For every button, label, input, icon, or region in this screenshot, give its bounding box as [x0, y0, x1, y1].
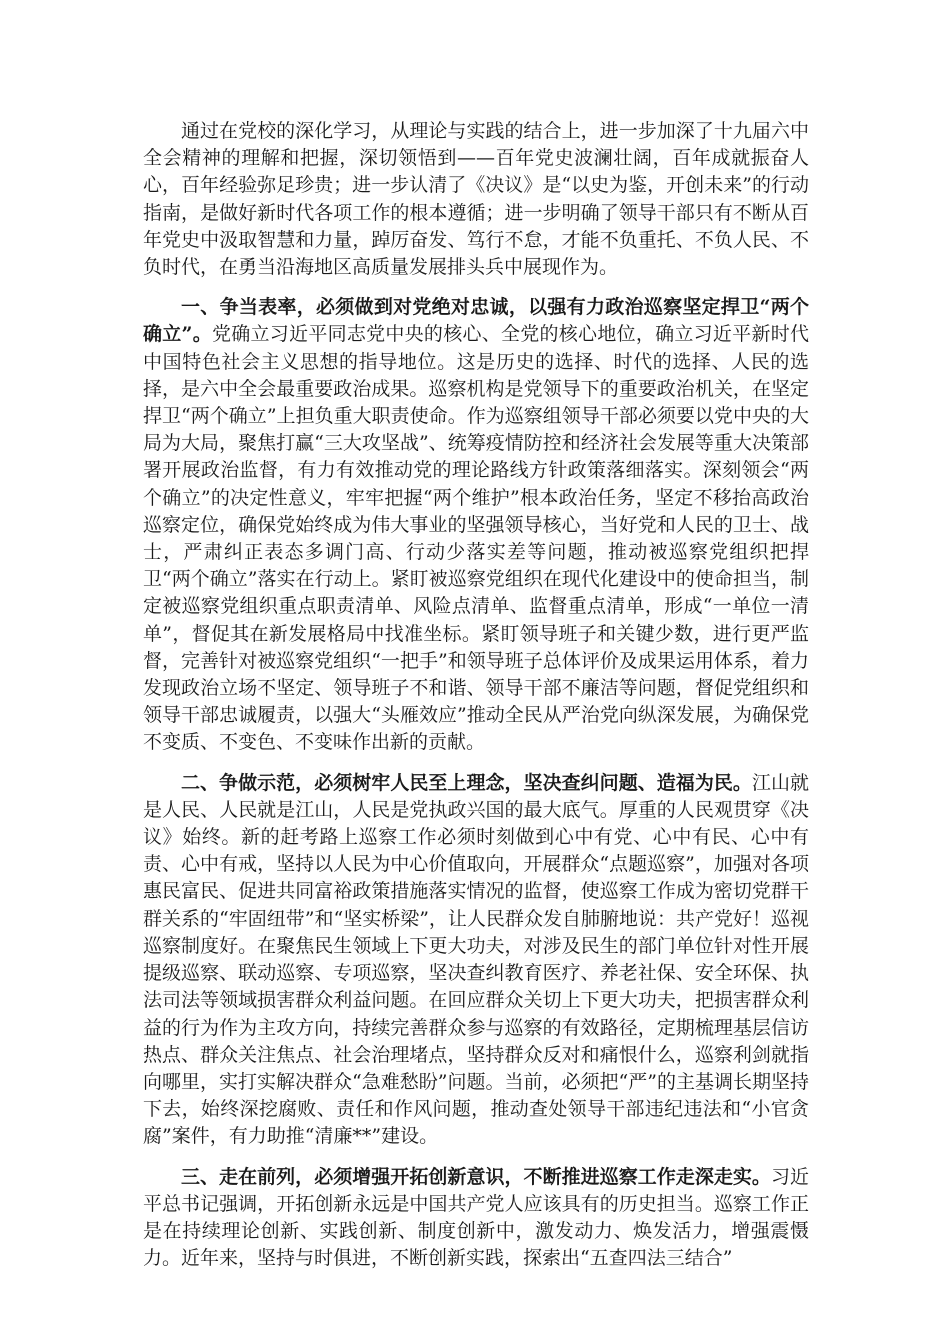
document-page — [143, 118, 809, 1285]
intro-paragraph — [143, 118, 809, 281]
section-two-heading: 二、争做示范，必须树牢人民至上理念，坚决查纠问题、造福为民。 — [181, 771, 752, 794]
section-two-text: 江山就是人民、人民就是江山，人民是党执政兴国的最大底气。厚重的人民观贯穿《决议》始终。新的赶考路上巡察工作必须时刻做到心中有党、心中有民、心中有责、心中有戒，坚持以人民为中心价值取向，开展群众“点题巡察”，加强对各项惠民富民、促进共同富裕政策措施落实情况的监督，使巡察工作成为密切党群干群关系的“牢固纽带”和“坚实桥梁”，让人民群众发自肺腑地说：共产党好！巡视巡察制度好。在聚焦民生领域上下更大功夫，对涉及民生的部门单位针对性开展提级巡察、联动巡察、专项巡察，坚决查纠教育医疗、养老社保、安全环保、执法司法等领域损害群众利益问题。在回应群众关切上下更大功夫，把损害群众利益的行为作为主攻方向，持续完善群众参与巡察的有效路径，定期梳理基层信访热点、群众关注焦点、社会治理堵点，坚持群众反对和痛恨什么，巡察利剑就指向哪里，实打实解决群众“急难愁盼”问题。当前，必须把“严”的主基调长期坚持下去，始终深挖腐败、责任和作风问题，推动查处领导干部违纪违法和“小官贪腐”案件，有力助推“清廉**”建设。 — [143, 771, 809, 1148]
section-one-heading: 一、争当表率，必须做到对党绝对忠诚，以强有力政治巡察坚定捍卫“两个确立”。 — [143, 296, 809, 346]
section-three-paragraph — [143, 1164, 809, 1273]
section-three-heading: 三、走在前列，必须增强开拓创新意识，不断推进巡察工作走深走实。 — [181, 1165, 771, 1188]
section-two-paragraph — [143, 770, 809, 1151]
section-three-text: 习近平总书记强调，开拓创新永远是中国共产党人应该具有的历史担当。巡察工作正是在持续理论创新、实践创新、制度创新中，激发动力、焕发活力，增强震慑力。近年来，坚持与时俱进，不断创新实践，探索出“五查四法三结合” — [143, 1165, 809, 1270]
intro-paragraph-text: 通过在党校的深化学习，从理论与实践的结合上，进一步加深了十九届六中全会精神的理解和把握，深切领悟到——百年党史波澜壮阔，百年成就振奋人心，百年经验弥足珍贵；进一步认清了《决议》是“以史为鉴，开创未来”的行动指南，是做好新时代各项工作的根本遵循；进一步明确了领导干部只有不断从百年党史中汲取智慧和力量，踔厉奋发、笃行不怠，才能不负重托、不负人民、不负时代，在勇当沿海地区高质量发展排头兵中展现作为。 — [143, 120, 809, 279]
section-one-text: 党确立习近平同志党中央的核心、全党的核心地位，确立习近平新时代中国特色社会主义思想的指导地位。这是历史的选择、时代的选择、人民的选择，是六中全会最重要政治成果。巡察机构是党领导下的重要政治机关，在坚定捍卫“两个确立”上担负重大职责使命。作为巡察组领导干部必须要以党中央的大局为大局，聚焦打赢“三大攻坚战”、统筹疫情防控和经济社会发展等重大决策部署开展政治监督，有力有效推动党的理论路线方针政策落细落实。深刻领会“两个确立”的决定性意义，牢牢把握“两个维护”根本政治任务，坚定不移抬高政治巡察定位，确保党始终成为伟大事业的坚强领导核心，当好党和人民的卫士、战士，严肃纠正表态多调门高、行动少落实差等问题，推动被巡察党组织把捍卫“两个确立”落实在行动上。紧盯被巡察党组织在现代化建设中的使命担当，制定被巡察党组织重点职责清单、风险点清单、监督重点清单，形成“一单位一清单”，督促其在新发展格局中找准坐标。紧盯领导班子和关键少数，进行更严监督，完善针对被巡察党组织“一把手”和领导班子总体评价及成果运用体系，着力发现政治立场不坚定、领导班子不和谐、领导干部不廉洁等问题，督促党组织和领导干部忠诚履责，以强大“头雁效应”推动全民从严治党向纵深发展，为确保党不变质、不变色、不变味作出新的贡献。 — [143, 323, 809, 754]
section-one-paragraph — [143, 294, 809, 756]
